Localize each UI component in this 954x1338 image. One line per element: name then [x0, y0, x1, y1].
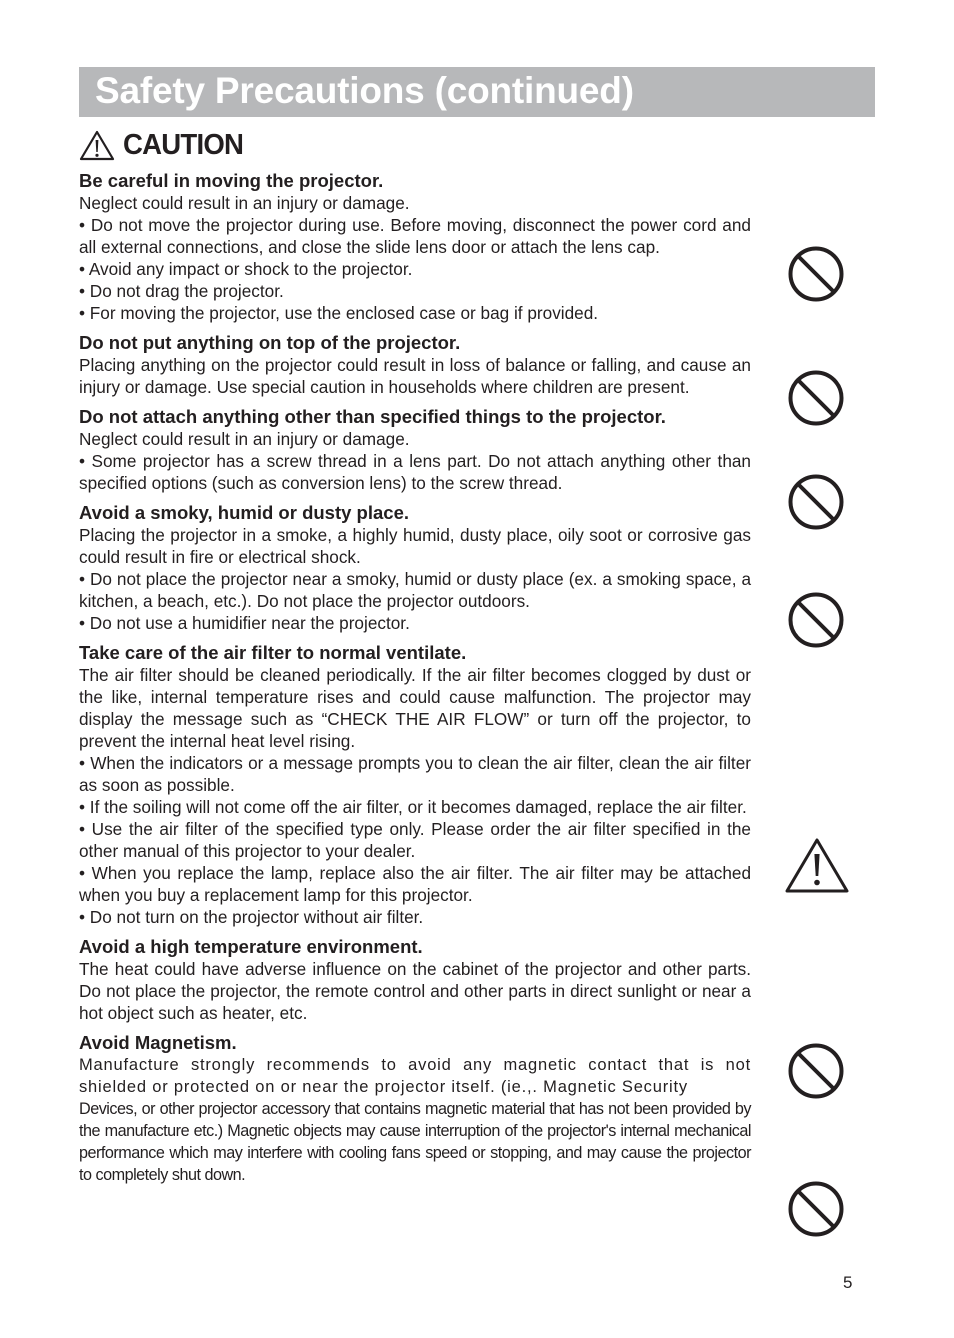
section-text: Neglect could result in an injury or damage. [79, 429, 410, 449]
section-text: • When you replace the lamp, replace also the air filter. The air filter may be attached when you buy a replacement lamp for this projector. [79, 863, 751, 905]
section-smoky [79, 502, 751, 634]
warning-triangle-icon [784, 836, 850, 894]
section-heading: Avoid Magnetism. [79, 1032, 237, 1053]
section-text: • For moving the projector, use the enclosed case or bag if provided. [79, 303, 599, 323]
section-heading: Take care of the air filter to normal ventilate. [79, 642, 467, 663]
page-title: Safety Precautions (continued) [95, 70, 634, 111]
section-heading: Do not attach anything other than specified things to the projector. [79, 406, 666, 427]
page-number: 5 [843, 1273, 853, 1292]
section-text: • Do not place the projector near a smoky, humid or dusty place (ex. a smoking space, a kitchen, a beach, etc.). Do not place the projector outdoors. [79, 569, 751, 611]
section-attach [79, 406, 751, 494]
prohibited-icon [787, 369, 845, 427]
section-text: • Avoid any impact or shock to the projector. [79, 259, 413, 279]
section-text: • If the soiling will not come off the air filter, or it becomes damaged, replace the air filter. [79, 797, 747, 817]
section-top [79, 332, 751, 398]
section-text: • Do not drag the projector. [79, 281, 284, 301]
section-temperature [79, 936, 751, 1024]
section-text: Neglect could result in an injury or damage. [79, 193, 410, 213]
section-air-filter [79, 642, 751, 928]
title-bar [79, 67, 875, 117]
section-text: • Do not move the projector during use. Before moving, disconnect the power cord and all external connections, and close the slide lens door or attach the lens cap. [79, 215, 751, 257]
prohibited-icon [787, 1042, 845, 1100]
section-heading: Avoid a high temperature environment. [79, 936, 423, 957]
section-text: The air filter should be cleaned periodically. If the air filter becomes clogged by dust or the like, internal temperature rises and could cause malfunction. The projector may display the message such as “CHECK THE AIR FLOW” or turn off the projector, to prevent the internal heat level rising. [79, 665, 751, 751]
section-text: Placing the projector in a smoke, a highly humid, dusty place, oily soot or corrosive gas could result in fire or electrical shock. [79, 525, 751, 567]
caution-triangle-icon [79, 130, 115, 161]
section-moving [79, 170, 751, 324]
section-text: • Use the air filter of the specified type only. Please order the air filter specified in the other manual of this projector to your dealer. [79, 819, 751, 861]
section-heading: Avoid a smoky, humid or dusty place. [79, 502, 409, 523]
section-text: • Do not turn on the projector without air filter. [79, 907, 424, 927]
section-text: • Do not use a humidifier near the projector. [79, 613, 410, 633]
section-text: Devices, or other projector accessory that contains magnetic material that has not been provided by the manufacture etc.) Magnetic objects may cause interruption of the projector's internal mechanical performance which may interfere with cooling fans speed or stopping, and may cause the projector to completely shut down. [79, 1100, 751, 1184]
section-text: • When the indicators or a message prompts you to clean the air filter, clean the air filter as soon as possible. [79, 753, 751, 795]
prohibited-icon [787, 245, 845, 303]
section-heading: Do not put anything on top of the projector. [79, 332, 461, 353]
section-heading: Be careful in moving the projector. [79, 170, 384, 191]
section-text: Manufacture strongly recommends to avoid any magnetic contact that is not shielded or protected on or near the projector itself. (ie.,. Magnetic Security [79, 1056, 751, 1096]
prohibited-icon [787, 473, 845, 531]
caution-label: CAUTION [123, 129, 244, 161]
section-text: • Some projector has a screw thread in a lens part. Do not attach anything other than specified options (such as conversion lens) to the screw thread. [79, 451, 751, 493]
prohibited-icon [787, 591, 845, 649]
prohibited-icon [787, 1180, 845, 1238]
section-magnetism [79, 1032, 751, 1186]
section-text: Placing anything on the projector could result in loss of balance or falling, and cause an injury or damage. Use special caution in households where children are present. [79, 355, 751, 397]
section-text: The heat could have adverse influence on the cabinet of the projector and other parts. Do not place the projector, the remote control and other parts in direct sunlight or near a hot object such as heater, etc. [79, 959, 751, 1023]
caution-content [79, 170, 751, 1194]
